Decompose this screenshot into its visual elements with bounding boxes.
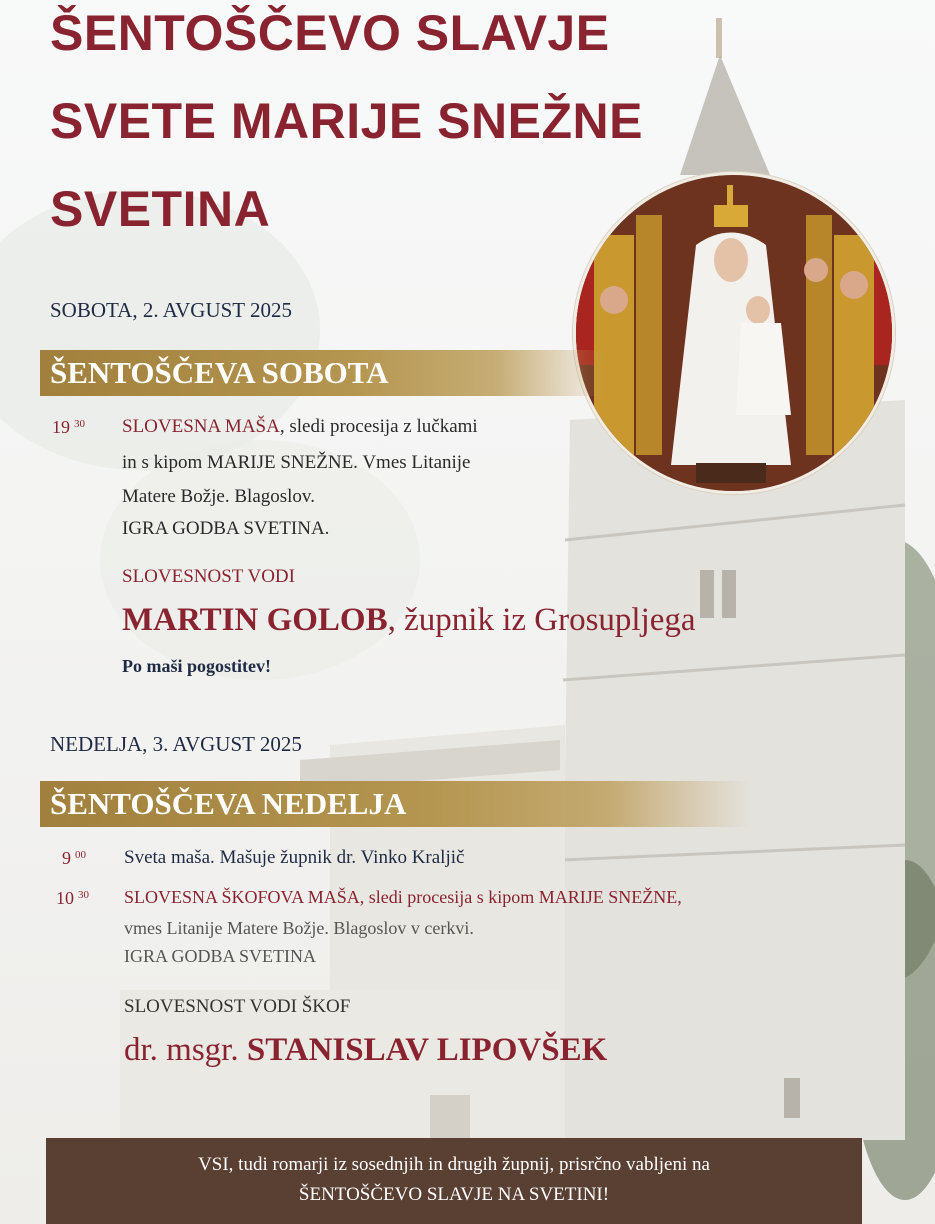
sunday-event1-text: Sveta maša. Mašuje župnik dr. Vinko Kraljič <box>124 847 465 868</box>
sunday-event2-line-2: vmes Litanije Matere Božje. Blagoslov v cerkvi. <box>124 918 474 938</box>
saturday-event-highlight: SLOVESNA MAŠA <box>122 416 280 437</box>
sunday-event2-line-1: SLOVESNA ŠKOFOVA MAŠA, sledi procesija s kipom MARIJE SNEŽNE, <box>124 887 682 907</box>
saturday-event-line-2: in s kipom MARIJE SNEŽNE. Vmes Litanije <box>122 452 471 473</box>
sunday-event2-highlight: SLOVESNA ŠKOFOVA MAŠA <box>124 887 360 907</box>
sunday-leader: dr. msgr. STANISLAV LIPOVŠEK <box>124 1032 608 1068</box>
saturday-banner: ŠENTOŠČEVA SOBOTA <box>40 350 610 396</box>
sunday-event2-time: 10 $^{30}$ <box>56 888 89 908</box>
saturday-event-line-3: Matere Božje. Blagoslov. <box>122 486 315 507</box>
title-line-3: SVETINA <box>50 181 271 237</box>
saturday-leader: MARTIN GOLOB, župnik iz Grosupljega <box>122 602 696 638</box>
saturday-event-time: 19 $^{30}$ <box>52 417 85 437</box>
invitation-footer <box>46 1138 862 1224</box>
saturday-event-line-1: SLOVESNA MAŠA, sledi procesija z lučkami <box>122 416 478 437</box>
title-line-2: SVETE MARIJE SNEŽNE <box>50 93 643 149</box>
sunday-leader-label: SLOVESNOST VODI ŠKOF <box>124 996 351 1017</box>
footer-line-1: VSI, tudi romarji iz sosednjih in drugih župnij, prisrčno vabljeni na <box>198 1154 710 1175</box>
sunday-banner: ŠENTOŠČEVA NEDELJA <box>40 781 750 827</box>
title-line-1: ŠENTOŠČEVO SLAVJE <box>50 5 610 61</box>
sunday-event2-line-3: IGRA GODBA SVETINA <box>124 946 317 966</box>
saturday-leader-label: SLOVESNOST VODI <box>122 566 295 587</box>
saturday-leader-name: MARTIN GOLOB <box>122 602 388 638</box>
sunday-leader-name: STANISLAV LIPOVŠEK <box>246 1032 608 1068</box>
saturday-event-line-4: IGRA GODBA SVETINA. <box>122 518 330 539</box>
saturday-date: SOBOTA, 2. AVGUST 2025 <box>50 298 293 322</box>
statue-medallion-image <box>573 172 895 494</box>
footer-line-2: ŠENTOŠČEVO SLAVJE NA SVETINI! <box>298 1184 610 1205</box>
saturday-note: Po maši pogostitev! <box>122 656 271 676</box>
sunday-event1-time: 9 $^{00}$ <box>62 848 86 868</box>
sunday-date: NEDELJA, 3. AVGUST 2025 <box>50 732 302 756</box>
